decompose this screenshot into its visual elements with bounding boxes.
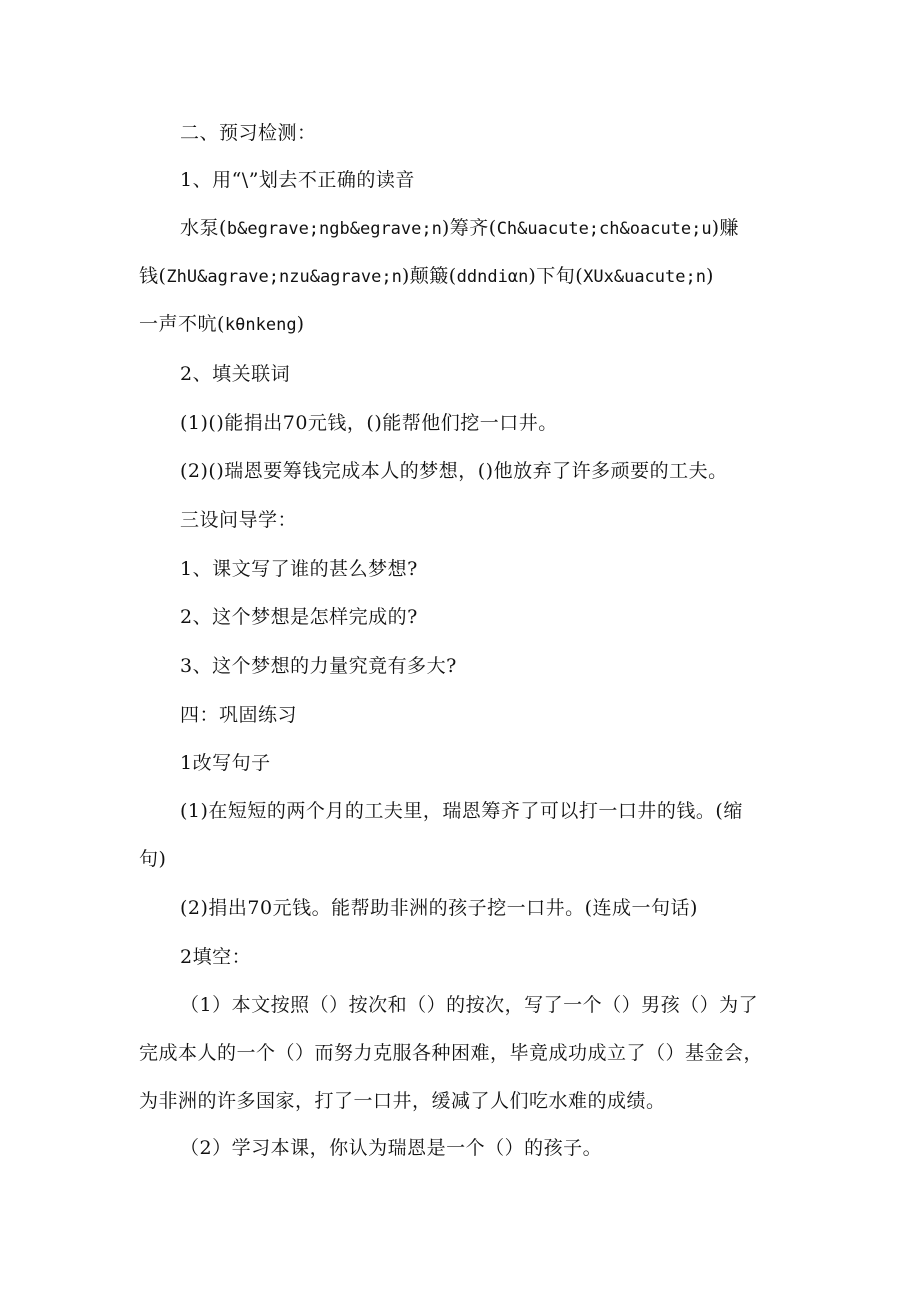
item2-question-1: (1)()能捐出70元钱，()能帮他们挖一口井。 — [180, 412, 558, 434]
pinyin-line-3 — [139, 311, 305, 338]
exercise2-question-1-line-3: 为非洲的许多国家，打了一口井，缓减了人们吃水难的成绩。 — [139, 1090, 666, 1112]
item2-title: 2、填关联词 — [180, 363, 291, 385]
exercise2-title: 2填空： — [180, 946, 252, 968]
item2-question-2: (2)()瑞恩要筹钱完成本人的梦想，()他放弃了许多顽要的工夫。 — [180, 460, 728, 482]
pinyin-line-1-code-d: Ch&uacute;ch&oacute;u — [496, 219, 712, 239]
exercise1-question-1-line-2: 句) — [139, 848, 167, 870]
pinyin-line-2-text-c: )颠簸( — [401, 265, 457, 287]
pinyin-line-3-text-a: 一声不吭( — [139, 313, 225, 335]
section3-heading: 三设问导学： — [180, 509, 298, 531]
item1-title: 1、用“\”划去不正确的读音 — [180, 169, 415, 191]
section4-heading: 四：巩固练习 — [180, 704, 298, 726]
exercise2-question-1-line-2: 完成本人的一个（）而努力克服各种困难，毕竟成功成立了（）基金会， — [139, 1042, 764, 1064]
pinyin-line-2-code-d: ddndiαn — [456, 267, 529, 287]
exercise1-question-2: (2)捐出70元钱。能帮助非洲的孩子挖一口井。(连成一句话) — [180, 897, 698, 919]
pinyin-line-1-text-c: )筹齐( — [441, 217, 497, 239]
section2-heading: 二、预习检测： — [180, 122, 317, 144]
pinyin-line-1-code-b: b&egrave;ngb&egrave;n — [226, 219, 442, 239]
pinyin-line-2-code-f: XUx&uacute;n — [583, 267, 706, 287]
exercise2-question-2: （2）学习本课，你认为瑞恩是一个（）的孩子。 — [180, 1137, 603, 1159]
pinyin-line-1-text-e: )赚 — [711, 217, 740, 239]
exercise1-question-1-line-1: (1)在短短的两个月的工夫里，瑞恩筹齐了可以打一口井的钱。(缩 — [180, 800, 743, 822]
pinyin-line-3-text-c: ) — [296, 313, 305, 335]
pinyin-line-2-text-g: ) — [705, 265, 714, 287]
pinyin-line-2-text-a: 钱( — [139, 265, 167, 287]
section3-question-3: 3、这个梦想的力量究竟有多大? — [180, 655, 457, 677]
pinyin-line-2-code-b: ZhU&agrave;nzu&agrave;n — [166, 267, 402, 287]
pinyin-line-1-text-a: 水泵( — [180, 217, 227, 239]
pinyin-line-2 — [139, 263, 714, 290]
exercise2-question-1-line-1: （1）本文按照（）按次和（）的按次，写了一个（）男孩（）为了 — [180, 994, 759, 1016]
section3-question-2: 2、这个梦想是怎样完成的? — [180, 606, 418, 628]
pinyin-line-3-code-b: kθnkeng — [224, 315, 297, 335]
section3-question-1: 1、课文写了谁的甚么梦想? — [180, 558, 418, 580]
pinyin-line-1 — [180, 215, 739, 242]
exercise1-title: 1改写句子 — [180, 752, 271, 774]
pinyin-line-2-text-e: )下旬( — [528, 265, 584, 287]
